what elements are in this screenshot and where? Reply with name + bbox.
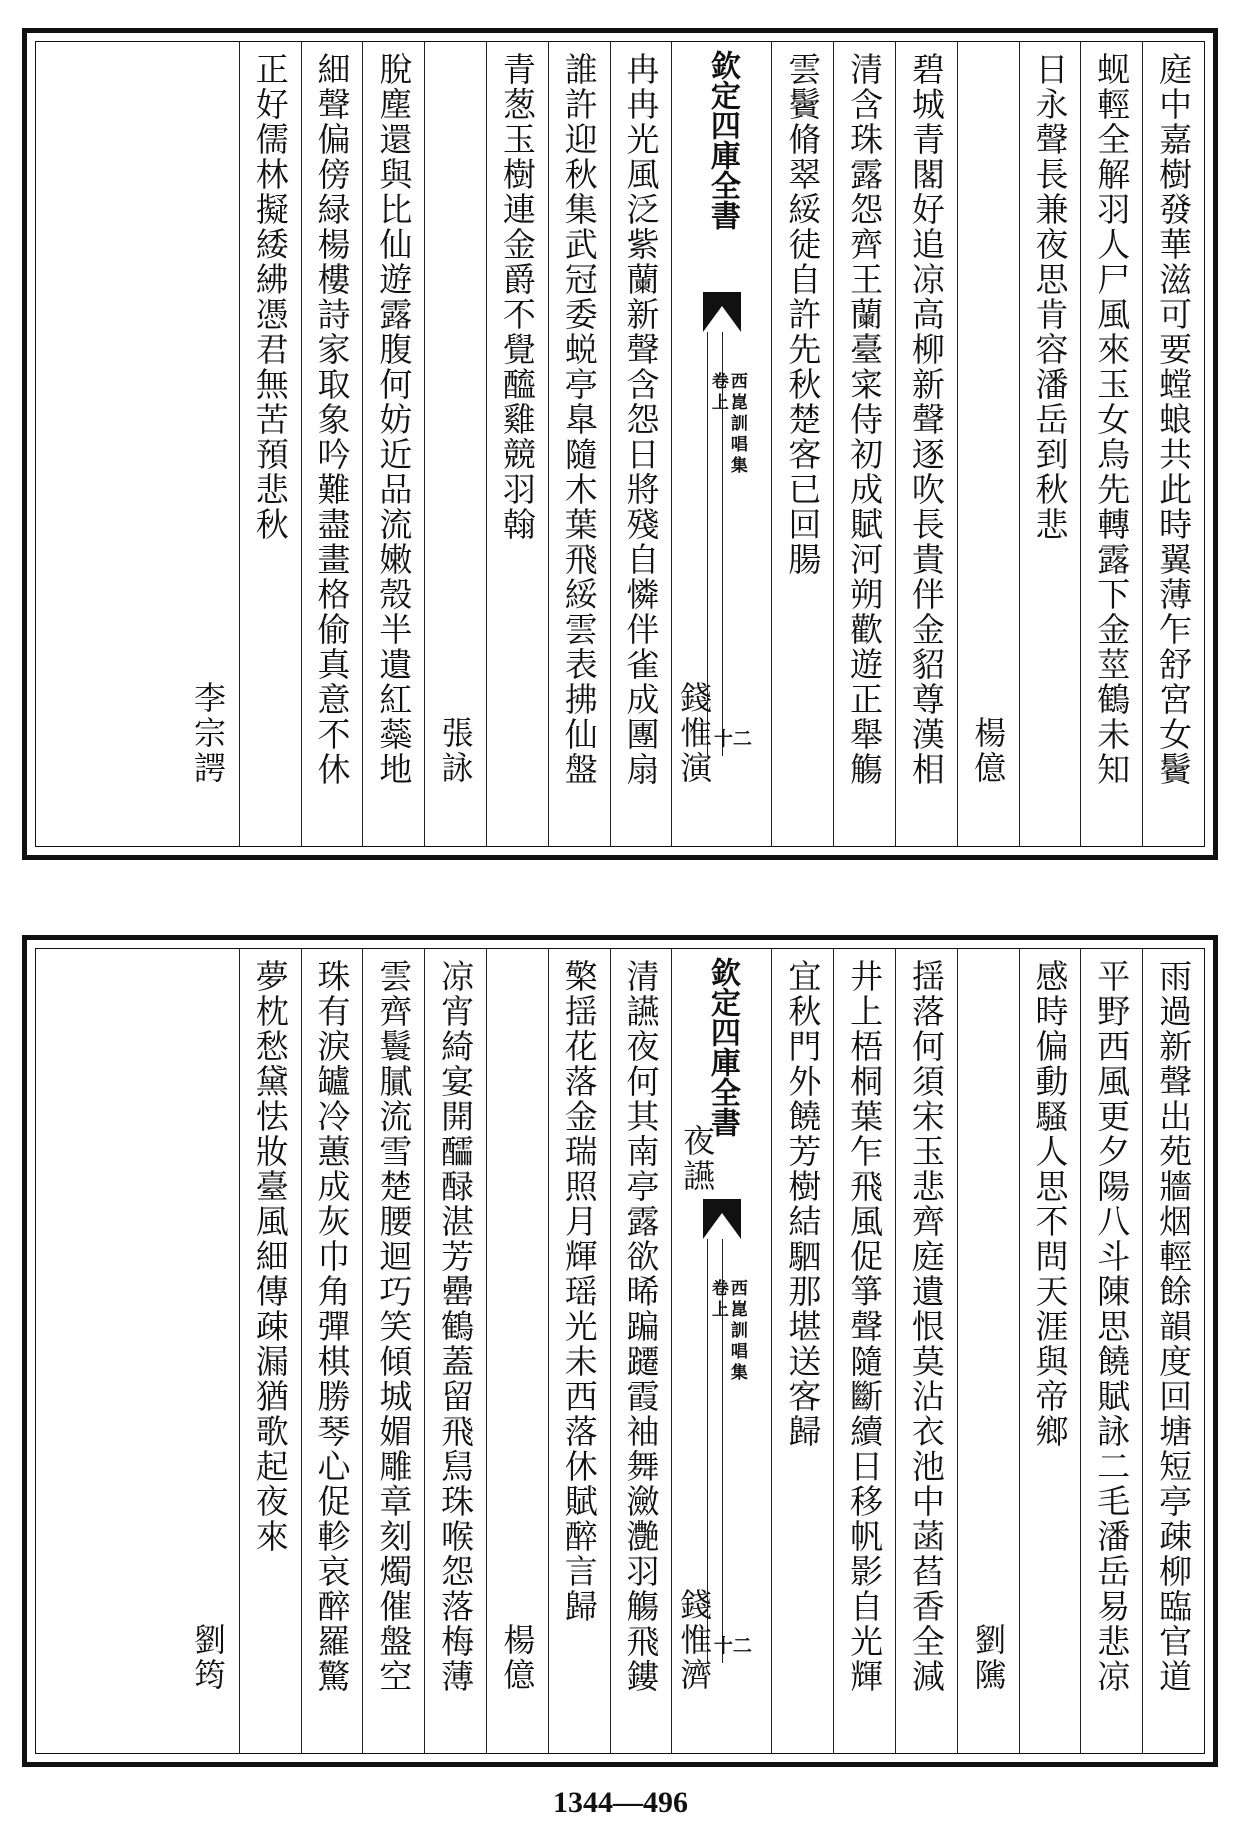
poem-column xyxy=(362,42,424,846)
collection-header: 欽定四庫全書 xyxy=(704,957,740,1137)
book-title: 西崑訓唱集 xyxy=(726,1279,747,1384)
poem-line: 珠有淚罏冷蕙成灰巾角彈棋勝琴心促軫哀醉羅驚 xyxy=(312,959,352,1694)
poem-line: 蚬輕全解羽人尸風來玉女烏先轉露下金莖鶴未知 xyxy=(1092,52,1132,787)
poem-column xyxy=(610,949,672,1753)
author-name: 楊億 xyxy=(969,716,1008,786)
poem-column xyxy=(610,42,672,846)
poem-column xyxy=(548,42,610,846)
author-name: 錢惟演 xyxy=(675,681,714,786)
author-column xyxy=(177,42,239,846)
author-column xyxy=(486,949,548,1753)
poem-line: 脫塵還與比仙遊露腹何妨近品流嫩殼半遺紅蘂地 xyxy=(374,52,414,787)
poem-line: 清讌夜何其南亭露欲晞蹁躚霞袖舞瀲灔羽觴飛鏤 xyxy=(621,959,661,1694)
center-gutter-column xyxy=(671,949,771,1753)
author-column xyxy=(957,42,1019,846)
poem-column xyxy=(1019,42,1081,846)
poem-column xyxy=(239,949,301,1753)
poem-line: 碧城青閣好追凉高柳新聲逐吹長貴伴金貂尊漢相 xyxy=(906,52,946,787)
poem-column xyxy=(301,42,363,846)
bottom-page-columns xyxy=(36,949,1204,1753)
poem-line: 凉宵綺宴開醽醁湛芳罍鶴蓋留飛舃珠喉怨落梅薄 xyxy=(436,959,476,1694)
poem-column xyxy=(1080,42,1142,846)
author-name: 張詠 xyxy=(436,716,475,786)
fishtail-mark-icon xyxy=(703,292,741,332)
poem-line: 清含珠露怨齊王蘭臺寀侍初成賦河朔歡遊正舉觴 xyxy=(845,52,885,787)
folio-number: 十二 xyxy=(713,728,752,750)
poem-title: 夜讌 xyxy=(678,1124,717,1194)
page-footer-number: 1344—496 xyxy=(553,1786,688,1819)
top-page-inner-border xyxy=(35,41,1205,847)
poem-column xyxy=(362,949,424,1753)
poem-line: 雨過新聲出苑牆烟輕餘韻度回塘短亭疎柳臨官道 xyxy=(1154,959,1194,1694)
author-column xyxy=(177,949,239,1753)
poem-line: 日永聲長兼夜思肯容潘岳到秋悲 xyxy=(1030,52,1070,542)
poem-column xyxy=(1080,949,1142,1753)
top-page-columns xyxy=(36,42,1204,846)
poem-column xyxy=(1142,949,1204,1753)
author-name: 李宗諤 xyxy=(188,681,227,786)
book-title: 西崑訓唱集 xyxy=(726,372,747,477)
poem-line: 感時偏動騷人思不問天涯與帝鄉 xyxy=(1030,959,1070,1449)
author-name: 劉隲 xyxy=(969,1623,1008,1693)
poem-line: 平野西風更夕陽八斗陳思饒賦詠二毛潘岳易悲凉 xyxy=(1092,959,1132,1694)
poem-line: 雲鬢脩翠綏徒自許先秋楚客已回腸 xyxy=(783,52,823,577)
poem-line: 正好儒林擬緌紼憑君無苦預悲秋 xyxy=(250,52,290,542)
center-gutter-column xyxy=(671,42,771,846)
volume-label: 卷上 xyxy=(707,372,728,414)
poem-line: 誰許迎秋集武冠委蜕亭臯隨木葉飛綏雲表拂仙盤 xyxy=(559,52,599,787)
poem-line: 青葱玉樹連金爵不覺醯雞競羽翰 xyxy=(497,52,537,542)
poem-column xyxy=(1142,42,1204,846)
volume-label: 卷上 xyxy=(707,1279,728,1321)
poem-line: 宜秋門外饒芳樹結駟那堪送客歸 xyxy=(783,959,823,1449)
bottom-page-inner-border xyxy=(35,948,1205,1754)
folio-number: 十二 xyxy=(713,1635,752,1657)
poem-line: 細聲偏傍緑楊樓詩家取象吟難盡畫格偷真意不休 xyxy=(312,52,352,787)
poem-line: 雲齊鬟膩流雪楚腰迴巧笑傾城媚雕章刻燭催盤空 xyxy=(374,959,414,1694)
poem-line: 庭中嘉樹發華滋可要螳蜋共此時翼薄乍舒宮女鬢 xyxy=(1154,52,1194,787)
poem-column xyxy=(771,42,833,846)
poem-line: 井上梧桐葉乍飛風促箏聲隨斷續日移帆影自光輝 xyxy=(845,959,885,1694)
poem-column xyxy=(301,949,363,1753)
poem-line: 檠揺花落金瑞照月輝瑶光未西落休賦醉言歸 xyxy=(559,959,599,1624)
poem-column xyxy=(424,949,486,1753)
poem-column xyxy=(239,42,301,846)
poem-line: 夢枕愁黛怯妝臺風細傳疎漏猶歌起夜來 xyxy=(250,959,290,1554)
collection-header: 欽定四庫全書 xyxy=(704,50,740,230)
fishtail-mark-icon xyxy=(703,1199,741,1239)
author-name: 劉筠 xyxy=(188,1623,227,1693)
author-column xyxy=(957,949,1019,1753)
poem-column xyxy=(1019,949,1081,1753)
poem-column xyxy=(771,949,833,1753)
author-column xyxy=(424,42,486,846)
poem-column xyxy=(895,949,957,1753)
poem-column xyxy=(833,42,895,846)
poem-column xyxy=(833,949,895,1753)
poem-column xyxy=(548,949,610,1753)
poem-line: 冉冉光風泛紫蘭新聲含怨日將殘自憐伴雀成團扇 xyxy=(621,52,661,787)
author-name: 楊億 xyxy=(498,1623,537,1693)
poem-line: 揺落何須宋玉悲齊庭遺恨莫沾衣池中菡萏香全減 xyxy=(906,959,946,1694)
poem-column xyxy=(895,42,957,846)
author-name: 錢惟濟 xyxy=(675,1588,714,1693)
top-page-frame xyxy=(22,28,1218,860)
bottom-page-frame xyxy=(22,935,1218,1767)
poem-column xyxy=(486,42,548,846)
